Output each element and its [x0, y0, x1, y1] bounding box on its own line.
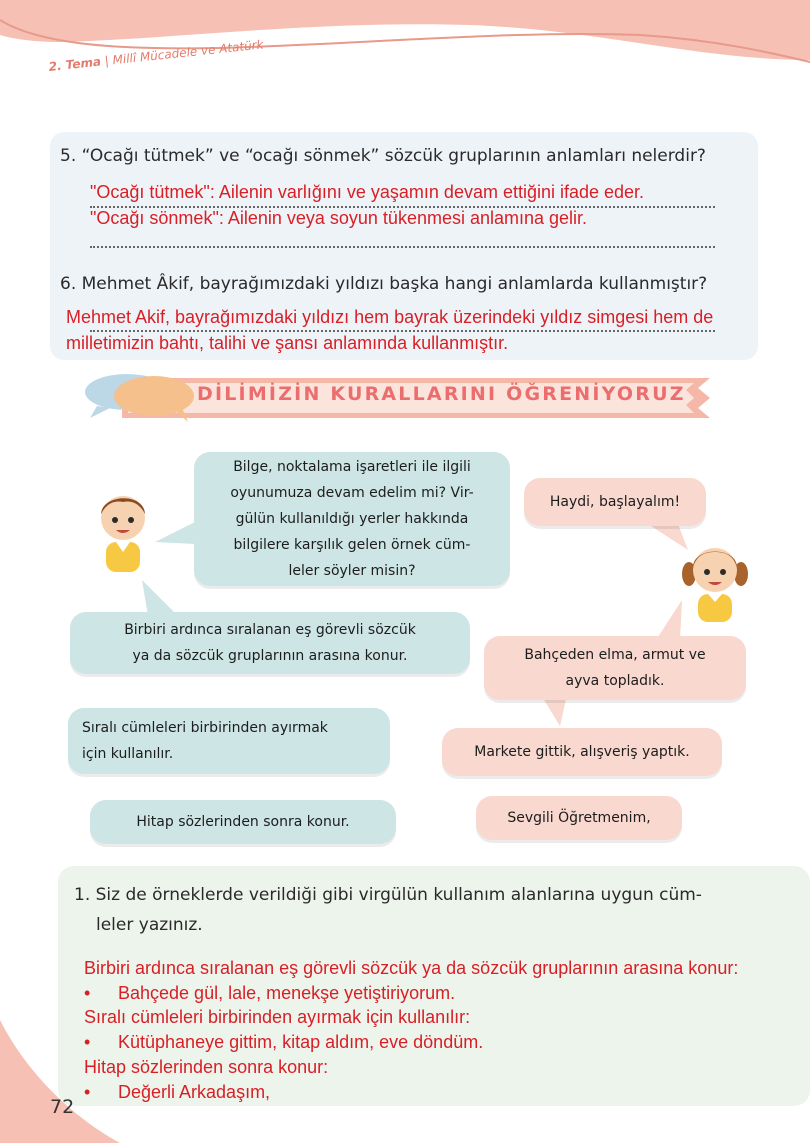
boy-speech-line: Bilge, noktalama işaretleri ile ilgili — [233, 459, 471, 475]
girl-avatar — [682, 538, 748, 622]
theme-separator: | — [103, 53, 110, 69]
page-number: 72 — [50, 1096, 75, 1118]
banner-title: DİLİMİZİN KURALLARINI ÖĞRENİYORUZ — [197, 383, 686, 405]
rule-line: için kullanılır. — [82, 746, 174, 762]
rule-line: ya da sözcük gruplarının arasına konur. — [132, 648, 408, 664]
bullet: • — [84, 983, 91, 1003]
answer-line — [90, 330, 715, 332]
bubble-tail — [155, 518, 195, 548]
task-instruction — [74, 880, 764, 940]
answer-text: Değerli Arkadaşım, — [118, 1082, 271, 1102]
corner-decoration — [0, 1020, 120, 1143]
answer-5-line-2: "Ocağı sönmek": Ailenin veya soyun tükenmesi anlamına gelir. — [90, 208, 588, 228]
task-line: 1. Siz de örneklerde verildiği gibi virgülün kullanım alanlarına uygun cüm- — [74, 885, 702, 905]
answer-rule-3: Hitap sözlerinden sonra konur: — [84, 1057, 329, 1077]
answer-5-line-1: "Ocağı tütmek": Ailenin varlığını ve yaşamın devam ettiğini ifade eder. — [90, 182, 645, 202]
girl-speech-bubble: Haydi, başlayalım! — [524, 478, 706, 526]
boy-speech-bubble — [194, 452, 510, 586]
example-bubble-3: Sevgili Öğretmenim, — [476, 796, 682, 840]
answer-6-line-2: milletimizin bahtı, talihi ve şansı anlamında kullanmıştır. — [66, 333, 509, 353]
rule-bubble-3: Hitap sözlerinden sonra konur. — [90, 800, 396, 844]
answer-example-2 — [84, 1032, 483, 1053]
boy-avatar — [92, 488, 154, 572]
rule-bubble-1 — [70, 612, 470, 674]
question-5: 5. “Ocağı tütmek” ve “ocağı sönmek” sözcük gruplarının anlamları nelerdir? — [60, 146, 706, 166]
boy-speech-line: gülün kullanıldığı yerler hakkında — [235, 511, 469, 527]
task-line: leler yazınız. — [96, 915, 203, 935]
boy-speech-line: bilgilere karşılık gelen örnek cüm- — [233, 537, 471, 553]
answer-text: Kütüphaneye gittim, kitap aldım, eve döndüm. — [118, 1032, 484, 1052]
boy-speech-line: leler söyler misin? — [288, 563, 416, 579]
answer-text: Bahçede gül, lale, menekşe yetiştiriyorum. — [118, 983, 456, 1003]
example-bubble-2: Markete gittik, alışveriş yaptık. — [442, 728, 722, 776]
rule-line: Sıralı cümleleri birbirinden ayırmak — [82, 720, 328, 736]
question-6: 6. Mehmet Âkif, bayrağımızdaki yıldızı başka hangi anlamlarda kullanmıştır? — [60, 274, 708, 294]
theme-title: Millî Mücadele ve Atatürk — [111, 37, 265, 68]
theme-number: 2. Tema — [48, 54, 102, 74]
bullet: • — [84, 1082, 91, 1102]
bullet: • — [84, 1032, 91, 1052]
answer-line — [90, 246, 715, 248]
answer-6-line-1: Mehmet Akif, bayrağımızdaki yıldızı hem bayrak üzerindeki yıldız simgesi hem de — [66, 307, 714, 327]
boy-speech-line: oyunumuza devam edelim mi? Vir- — [230, 485, 474, 501]
bubble-tail — [652, 600, 682, 640]
answer-rule-1: Birbiri ardınca sıralanan eş görevli sözcük ya da sözcük gruplarının arasına konur: — [84, 958, 739, 978]
example-line: ayva topladık. — [565, 673, 665, 689]
rule-line: Birbiri ardınca sıralanan eş görevli sözcük — [124, 622, 416, 638]
answer-rule-2: Sıralı cümleleri birbirinden ayırmak için kullanılır: — [84, 1007, 471, 1027]
example-line: Bahçeden elma, armut ve — [524, 647, 706, 663]
example-bubble-1 — [484, 636, 746, 700]
answer-example-1 — [84, 983, 455, 1004]
rule-bubble-2 — [68, 708, 390, 774]
